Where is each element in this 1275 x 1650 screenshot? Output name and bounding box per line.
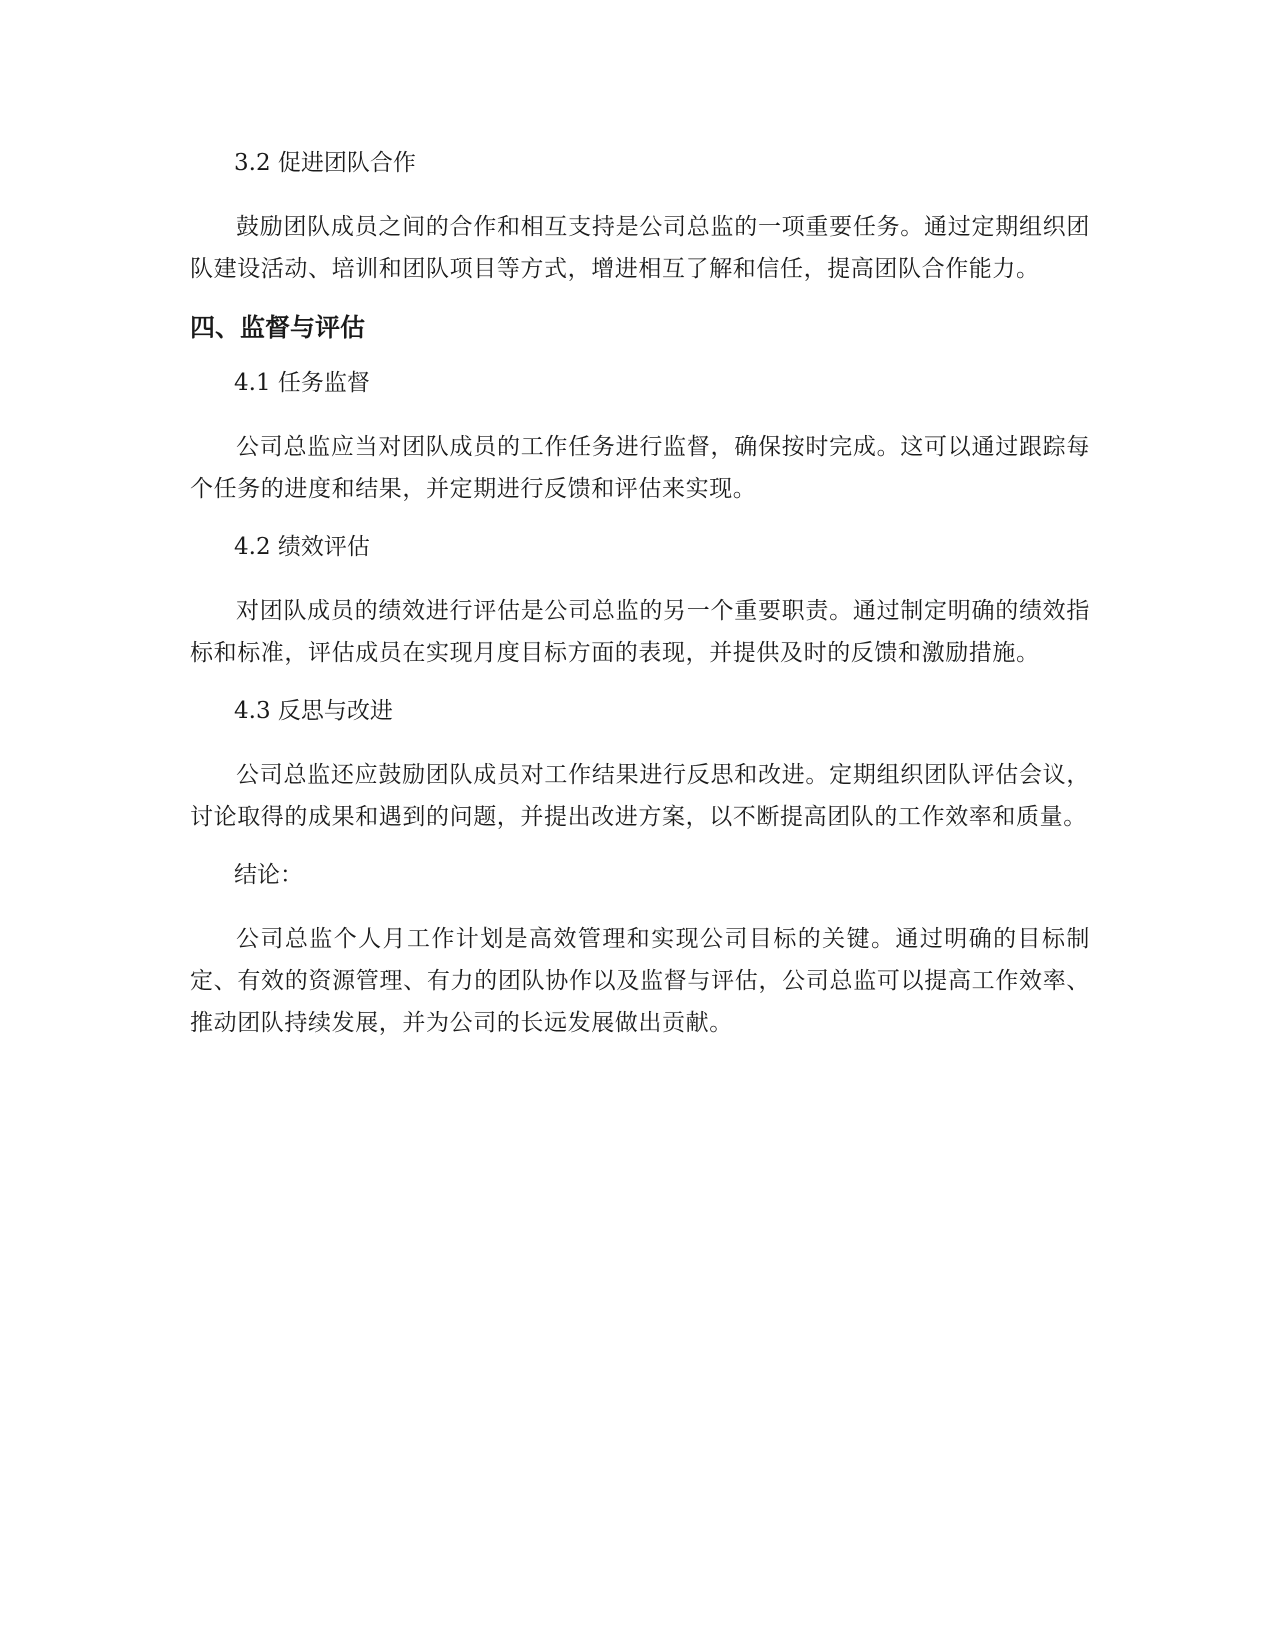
paragraph-team-cooperation: 鼓励团队成员之间的合作和相互支持是公司总监的一项重要任务。通过定期组织团队建设活动、培训和团队项目等方式，增进相互了解和信任，提高团队合作能力。 bbox=[190, 214, 1090, 282]
paragraph-reflection-improvement: 公司总监还应鼓励团队成员对工作结果进行反思和改进。定期组织团队评估会议，讨论取得的成果和遇到的问题，并提出改进方案，以不断提高团队的工作效率和质量。 bbox=[190, 762, 1090, 830]
paragraph-conclusion: 公司总监个人月工作计划是高效管理和实现公司目标的关键。通过明确的目标制定、有效的资源管理、有力的团队协作以及监督与评估，公司总监可以提高工作效率、推动团队持续发展，并为公司的长远发展做出贡献。 bbox=[190, 926, 1090, 1036]
paragraph-performance-evaluation: 对团队成员的绩效进行评估是公司总监的另一个重要职责。通过制定明确的绩效指标和标准，评估成员在实现月度目标方面的表现，并提供及时的反馈和激励措施。 bbox=[190, 598, 1090, 666]
subsection-heading-4-1: 4.1 任务监督 bbox=[234, 370, 370, 396]
document-body bbox=[190, 146, 1090, 1064]
paragraph-task-supervision: 公司总监应当对团队成员的工作任务进行监督，确保按时完成。这可以通过跟踪每个任务的进度和结果，并定期进行反馈和评估来实现。 bbox=[190, 434, 1090, 502]
section-title-supervision-evaluation: 四、监督与评估 bbox=[190, 313, 366, 342]
subsection-heading-4-2: 4.2 绩效评估 bbox=[234, 534, 370, 560]
subsection-heading-3-2: 3.2 促进团队合作 bbox=[234, 150, 416, 176]
conclusion-heading: 结论： bbox=[234, 862, 303, 888]
subsection-heading-4-3: 4.3 反思与改进 bbox=[234, 698, 393, 724]
